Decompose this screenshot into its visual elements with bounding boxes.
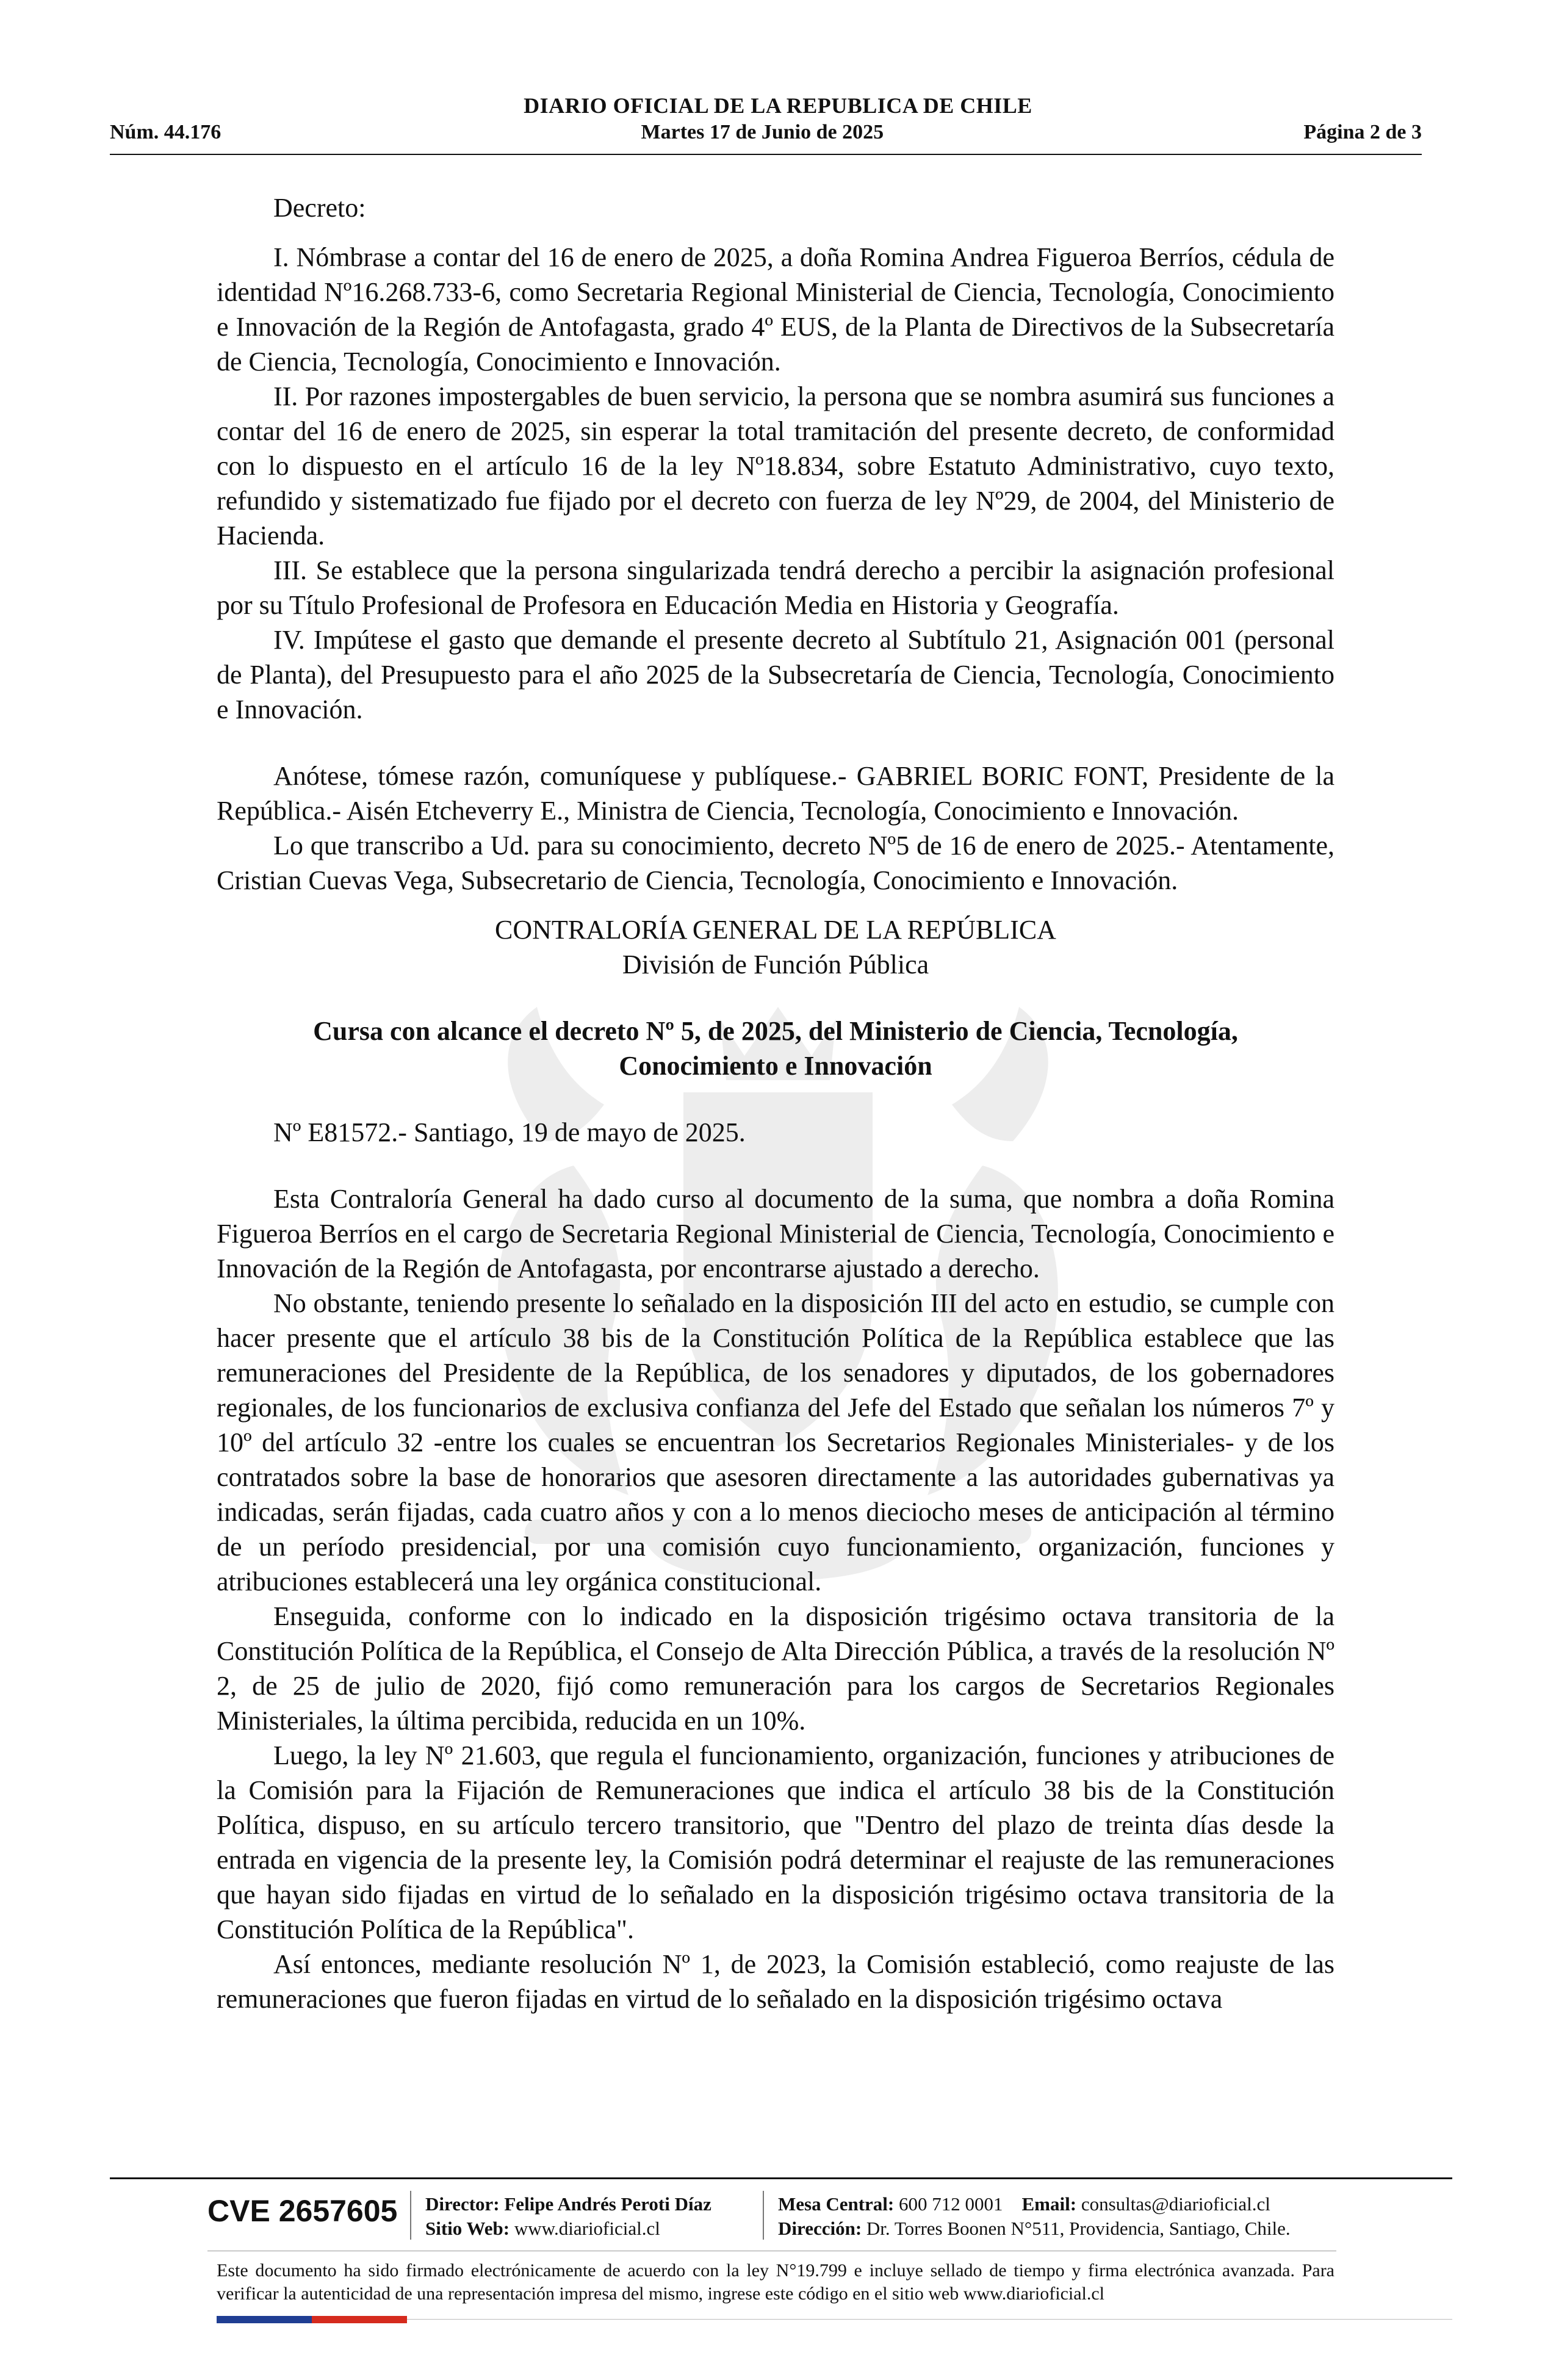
decree-paragraph: IV. Impútese el gasto que demande el presente decreto al Subtítulo 21, Asignación 001 (personal de Planta), del Presupuesto para el año 2025 de la Subsecretaría de Ciencia, Tecnología, Conocimiento e Innovación.	[217, 625, 1334, 724]
header-row	[110, 121, 1422, 144]
contraloria-title: Cursa con alcance el decreto Nº 5, de 2025, del Ministerio de Ciencia, Tecnología, Conocimiento e Innovación	[313, 1016, 1238, 1081]
address-text: Dr. Torres Boonen N°511, Providencia, Santiago, Chile.	[866, 2218, 1291, 2239]
decree-paragraph: III. Se establece que la persona singularizada tendrá derecho a percibir la asignación profesional por su Título Profesional de Profesora en Educación Media en Historia y Geografía.	[217, 555, 1334, 620]
footer-contact-block	[778, 2192, 1291, 2241]
email-label: Email:	[1021, 2193, 1077, 2215]
footer-separator	[763, 2191, 764, 2240]
contraloria-paragraph: No obstante, teniendo presente lo señalado en la disposición III del acto en estudio, se cumple con hacer presente que el artículo 38 bis de la Constitución Política de la República establece que las remuneraciones del Presidente de la República, de los senadores y diputados, de los gobernadores regionales, de los funcionarios de exclusiva confianza del Jefe del Estado que señalan los números 7º y 10º del artículo 32 -entre los cuales se encuentran los Secretarios Regionales Ministeriales- y de los contratados sobre la base de honorarios que asesoren directamente a las autoridades gubernativas ya indicadas, serán fijadas, cada cuatro años y con a lo menos dieciocho meses de anticipación al término de un período presidencial, por una comisión cuyo funcionamiento, organización, funciones y atribuciones establecerá una ley orgánica constitucional.	[217, 1288, 1334, 1596]
contraloria-paragraph: Así entonces, mediante resolución Nº 1, de 2023, la Comisión estableció, como reajuste de las remuneraciones que fueron fijadas en virtud de lo señalado en la disposición trigésimo octava	[217, 1949, 1334, 2014]
contraloria-paragraph: Luego, la ley Nº 21.603, que regula el funcionamiento, organización, funciones y atribuciones de la Comisión para la Fijación de Remuneraciones que indica el artículo 38 bis de la Constitución Política, dispuso, en su artículo tercero transitorio, que "Dentro del plazo de treinta días desde la entrada en vigencia de la presente ley, la Comisión podrá determinar el reajuste de las remuneraciones que hayan sido fijadas en virtud de lo señalado en la disposición trigésimo octava transitoria de la Constitución Política de la República".	[217, 1740, 1334, 1944]
flag-blue-segment	[217, 2316, 312, 2323]
site-label: Sitio Web:	[425, 2218, 510, 2239]
contraloria-reference: Nº E81572.- Santiago, 19 de mayo de 2025.	[273, 1117, 746, 1147]
decree-label: Decreto:	[273, 193, 366, 223]
footer-director-block	[425, 2192, 711, 2241]
closing-paragraph: Lo que transcribo a Ud. para su conocimiento, decreto Nº5 de 16 de enero de 2025.- Atentamente, Cristian Cuevas Vega, Subsecretario de Ciencia, Tecnología, Conocimiento e Innovación.	[217, 831, 1334, 895]
issue-number: Núm. 44.176	[110, 121, 222, 143]
issue-date: Martes 17 de Junio de 2025	[641, 121, 884, 143]
page-indicator: Página 2 de 3	[1303, 121, 1422, 143]
mesa-label: Mesa Central:	[778, 2193, 895, 2215]
header-divider	[110, 154, 1422, 155]
email-link[interactable]: consultas@diarioficial.cl	[1081, 2193, 1270, 2215]
site-link[interactable]: www.diarioficial.cl	[514, 2218, 660, 2239]
footer-bottom-line	[407, 2319, 1452, 2320]
director-label: Director:	[425, 2193, 500, 2215]
publication-title: DIARIO OFICIAL DE LA REPUBLICA DE CHILE	[524, 93, 1032, 118]
decree-paragraph: II. Por razones impostergables de buen servicio, la persona que se nombra asumirá sus funciones a contar del 16 de enero de 2025, sin esperar la total tramitación del presente decreto, de conformidad con lo dispuesto en el artículo 16 de la ley Nº18.834, sobre Estatuto Administrativo, cuyo texto, refundido y sistematizado fue fijado por el decreto con fuerza de ley Nº29, de 2004, del Ministerio de Hacienda.	[217, 381, 1334, 550]
contraloria-division: División de Función Pública	[622, 950, 929, 979]
contraloria-heading: CONTRALORÍA GENERAL DE LA REPÚBLICA	[495, 915, 1056, 945]
director-name: Felipe Andrés Peroti Díaz	[504, 2193, 711, 2215]
chile-flag-bar	[217, 2316, 407, 2323]
address-label: Dirección:	[778, 2218, 862, 2239]
flag-red-segment	[312, 2316, 407, 2323]
closing-paragraph: Anótese, tómese razón, comuníquese y publíquese.- GABRIEL BORIC FONT, Presidente de la República.- Aisén Etcheverry E., Ministra de Ciencia, Tecnología, Conocimiento e Innovación.	[217, 761, 1334, 826]
document-body	[217, 190, 1334, 2016]
decree-paragraph: I. Nómbrase a contar del 16 de enero de 2025, a doña Romina Andrea Figueroa Berríos, cédula de identidad Nº16.268.733-6, como Secretaria Regional Ministerial de Ciencia, Tecnología, Conocimiento e Innovación de la Región de Antofagasta, grado 4º EUS, de la Planta de Directivos de la Subsecretaría de Ciencia, Tecnología, Conocimiento e Innovación.	[217, 242, 1334, 377]
legal-notice: Este documento ha sido firmado electrónicamente de acuerdo con la ley N°19.799 e incluye sellado de tiempo y firma electrónica avanzada. Para verificar la autenticidad de una representación impresa del mismo, ingrese este código en el sitio web www.diarioficial.cl	[217, 2260, 1334, 2304]
mesa-phone: 600 712 0001	[899, 2193, 1003, 2215]
footer-divider	[110, 2177, 1452, 2179]
footer-separator	[410, 2191, 411, 2240]
contraloria-paragraph: Esta Contraloría General ha dado curso al documento de la suma, que nombra a doña Romina Figueroa Berríos en el cargo de Secretaria Regional Ministerial de Ciencia, Tecnología, Conocimiento e Innovación de la Región de Antofagasta, por encontrarse ajustado a derecho.	[217, 1184, 1334, 1283]
cve-code: CVE 2657605	[207, 2194, 398, 2228]
contraloria-paragraph: Enseguida, conforme con lo indicado en la disposición trigésimo octava transitoria de la Constitución Política de la República, el Consejo de Alta Dirección Pública, a través de la resolución Nº 2, de 25 de julio de 2020, fijó como remuneración para los cargos de Secretarios Regionales Ministeriales, la última percibida, reducida en un 10%.	[217, 1601, 1334, 1736]
